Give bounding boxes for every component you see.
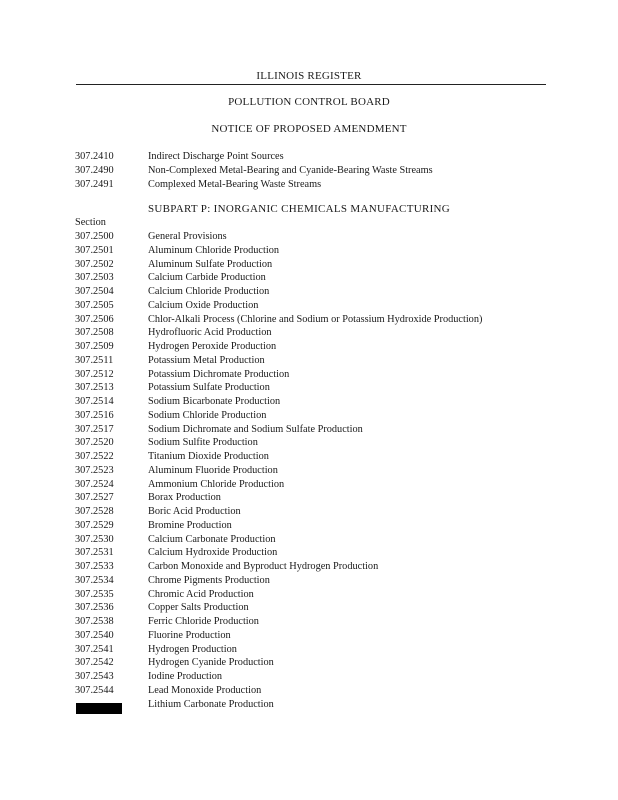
section-row	[75, 478, 595, 492]
section-row	[75, 519, 595, 533]
register-title: ILLINOIS REGISTER	[256, 70, 362, 82]
section-row	[75, 340, 595, 354]
section-row	[75, 178, 595, 192]
section-row	[75, 313, 595, 327]
section-row	[75, 164, 595, 178]
section-title: Aluminum Fluoride Production	[148, 464, 278, 476]
section-row	[75, 230, 595, 244]
section-row	[75, 326, 595, 340]
section-title: Indirect Discharge Point Sources	[148, 151, 284, 162]
section-number: 307.2520	[75, 437, 114, 449]
section-number: 307.2410	[75, 151, 114, 162]
section-number: 307.2505	[75, 299, 114, 311]
section-number: 307.2542	[75, 657, 114, 669]
section-number: 307.2490	[75, 164, 114, 176]
section-row	[75, 588, 595, 602]
section-title: Lithium Carbonate Production	[148, 698, 274, 710]
section-row	[75, 629, 595, 643]
section-number: 307.2541	[75, 643, 114, 655]
section-row	[75, 546, 595, 560]
section-row	[75, 698, 595, 712]
section-title: Calcium Carbonate Production	[148, 533, 276, 545]
section-number: 307.2529	[75, 519, 114, 531]
section-title: Calcium Oxide Production	[148, 299, 259, 311]
section-title: Chrome Pigments Production	[148, 574, 270, 586]
section-number: 307.2506	[75, 313, 114, 325]
section-number: 307.2500	[75, 231, 114, 242]
section-row	[75, 368, 595, 382]
section-number: 307.2540	[75, 629, 114, 641]
subpart-section-list	[75, 230, 595, 711]
section-number: 307.2533	[75, 561, 114, 572]
section-row	[75, 464, 595, 478]
section-row	[75, 491, 595, 505]
section-title: Borax Production	[148, 492, 221, 504]
section-row	[75, 436, 595, 450]
section-column-label: Section	[75, 217, 106, 228]
header-rule	[76, 84, 546, 85]
section-number: 307.2504	[75, 286, 114, 297]
section-number: 307.2509	[75, 341, 114, 352]
section-row	[75, 574, 595, 588]
section-row	[75, 150, 595, 164]
section-number: 307.2516	[75, 409, 114, 421]
section-title: Calcium Hydroxide Production	[148, 547, 278, 559]
top-section-list	[75, 150, 595, 191]
section-number: 307.2501	[75, 244, 114, 256]
section-title: Hydrogen Peroxide Production	[148, 341, 277, 352]
section-number: 307.2524	[75, 478, 114, 490]
section-title: Calcium Carbide Production	[148, 272, 266, 284]
section-title: Titanium Dioxide Production	[148, 451, 269, 462]
section-title: Potassium Metal Production	[148, 354, 265, 366]
section-title: Aluminum Sulfate Production	[148, 258, 273, 270]
section-title: Sodium Bicarbonate Production	[148, 396, 281, 407]
section-number: 307.2517	[75, 423, 114, 435]
section-number: 307.2531	[75, 547, 114, 559]
section-number: 307.2508	[75, 327, 114, 339]
section-title: Complexed Metal-Bearing Waste Streams	[148, 178, 322, 190]
section-title: Hydrofluoric Acid Production	[148, 327, 272, 339]
section-row	[75, 615, 595, 629]
notice-title: NOTICE OF PROPOSED AMENDMENT	[211, 123, 407, 135]
section-number: 307.2522	[75, 451, 114, 462]
section-title: Calcium Chloride Production	[148, 286, 270, 297]
section-number: 307.2502	[75, 258, 114, 270]
section-number: 307.2534	[75, 574, 114, 586]
section-title: Chlor-Alkali Process (Chlorine and Sodium or Potassium Hydroxide Production)	[148, 313, 483, 325]
section-number: 307.2544	[75, 684, 114, 696]
section-title: Ferric Chloride Production	[148, 616, 259, 627]
section-title: Boric Acid Production	[148, 506, 241, 517]
section-row	[75, 244, 595, 258]
section-number: 307.2511	[75, 354, 114, 366]
section-row	[75, 533, 595, 547]
section-title: Iodine Production	[148, 671, 223, 682]
section-row	[75, 560, 595, 574]
section-row	[75, 271, 595, 285]
section-number: 307.2543	[75, 671, 114, 682]
section-title: Carbon Monoxide and Byproduct Hydrogen Production	[148, 561, 379, 572]
section-row	[75, 258, 595, 272]
section-row	[75, 684, 595, 698]
section-number: 307.2528	[75, 506, 114, 517]
section-title: Lead Monoxide Production	[148, 684, 262, 696]
section-number: 307.2538	[75, 616, 114, 627]
agency-title: POLLUTION CONTROL BOARD	[228, 96, 390, 108]
section-number: 307.2514	[75, 396, 114, 407]
section-row	[75, 381, 595, 395]
section-number: 307.2527	[75, 492, 114, 504]
section-title: Sodium Dichromate and Sodium Sulfate Production	[148, 423, 363, 435]
section-row	[75, 670, 595, 684]
section-row	[75, 601, 595, 615]
redaction-bar	[76, 703, 122, 714]
section-row	[75, 409, 595, 423]
section-row	[75, 643, 595, 657]
section-title: Copper Salts Production	[148, 602, 249, 614]
section-title: Aluminum Chloride Production	[148, 244, 279, 256]
section-title: Hydrogen Production	[148, 643, 237, 655]
section-row	[75, 656, 595, 670]
section-title: Chromic Acid Production	[148, 588, 254, 600]
section-title: Fluorine Production	[148, 629, 231, 641]
section-number: 307.2530	[75, 533, 114, 545]
section-title: Potassium Sulfate Production	[148, 382, 270, 394]
section-row	[75, 285, 595, 299]
section-row	[75, 423, 595, 437]
section-number: 307.2535	[75, 588, 114, 600]
section-row	[75, 450, 595, 464]
section-title: Sodium Sulfite Production	[148, 437, 258, 449]
subpart-title: SUBPART P: INORGANIC CHEMICALS MANUFACTURING	[148, 203, 451, 215]
section-row	[75, 299, 595, 313]
section-number: 307.2523	[75, 464, 114, 476]
section-title: Hydrogen Cyanide Production	[148, 657, 274, 669]
section-title: General Provisions	[148, 231, 227, 242]
section-row	[75, 395, 595, 409]
section-title: Potassium Dichromate Production	[148, 368, 290, 380]
section-title: Bromine Production	[148, 519, 232, 531]
section-number: 307.2536	[75, 602, 114, 614]
section-title: Sodium Chloride Production	[148, 409, 267, 421]
section-number: 307.2513	[75, 382, 114, 394]
section-row	[75, 505, 595, 519]
section-number: 307.2512	[75, 368, 114, 380]
section-row	[75, 354, 595, 368]
section-title: Ammonium Chloride Production	[148, 478, 285, 490]
section-number: 307.2491	[75, 178, 114, 190]
section-title: Non-Complexed Metal-Bearing and Cyanide-Bearing Waste Streams	[148, 164, 433, 176]
section-number: 307.2503	[75, 272, 114, 284]
